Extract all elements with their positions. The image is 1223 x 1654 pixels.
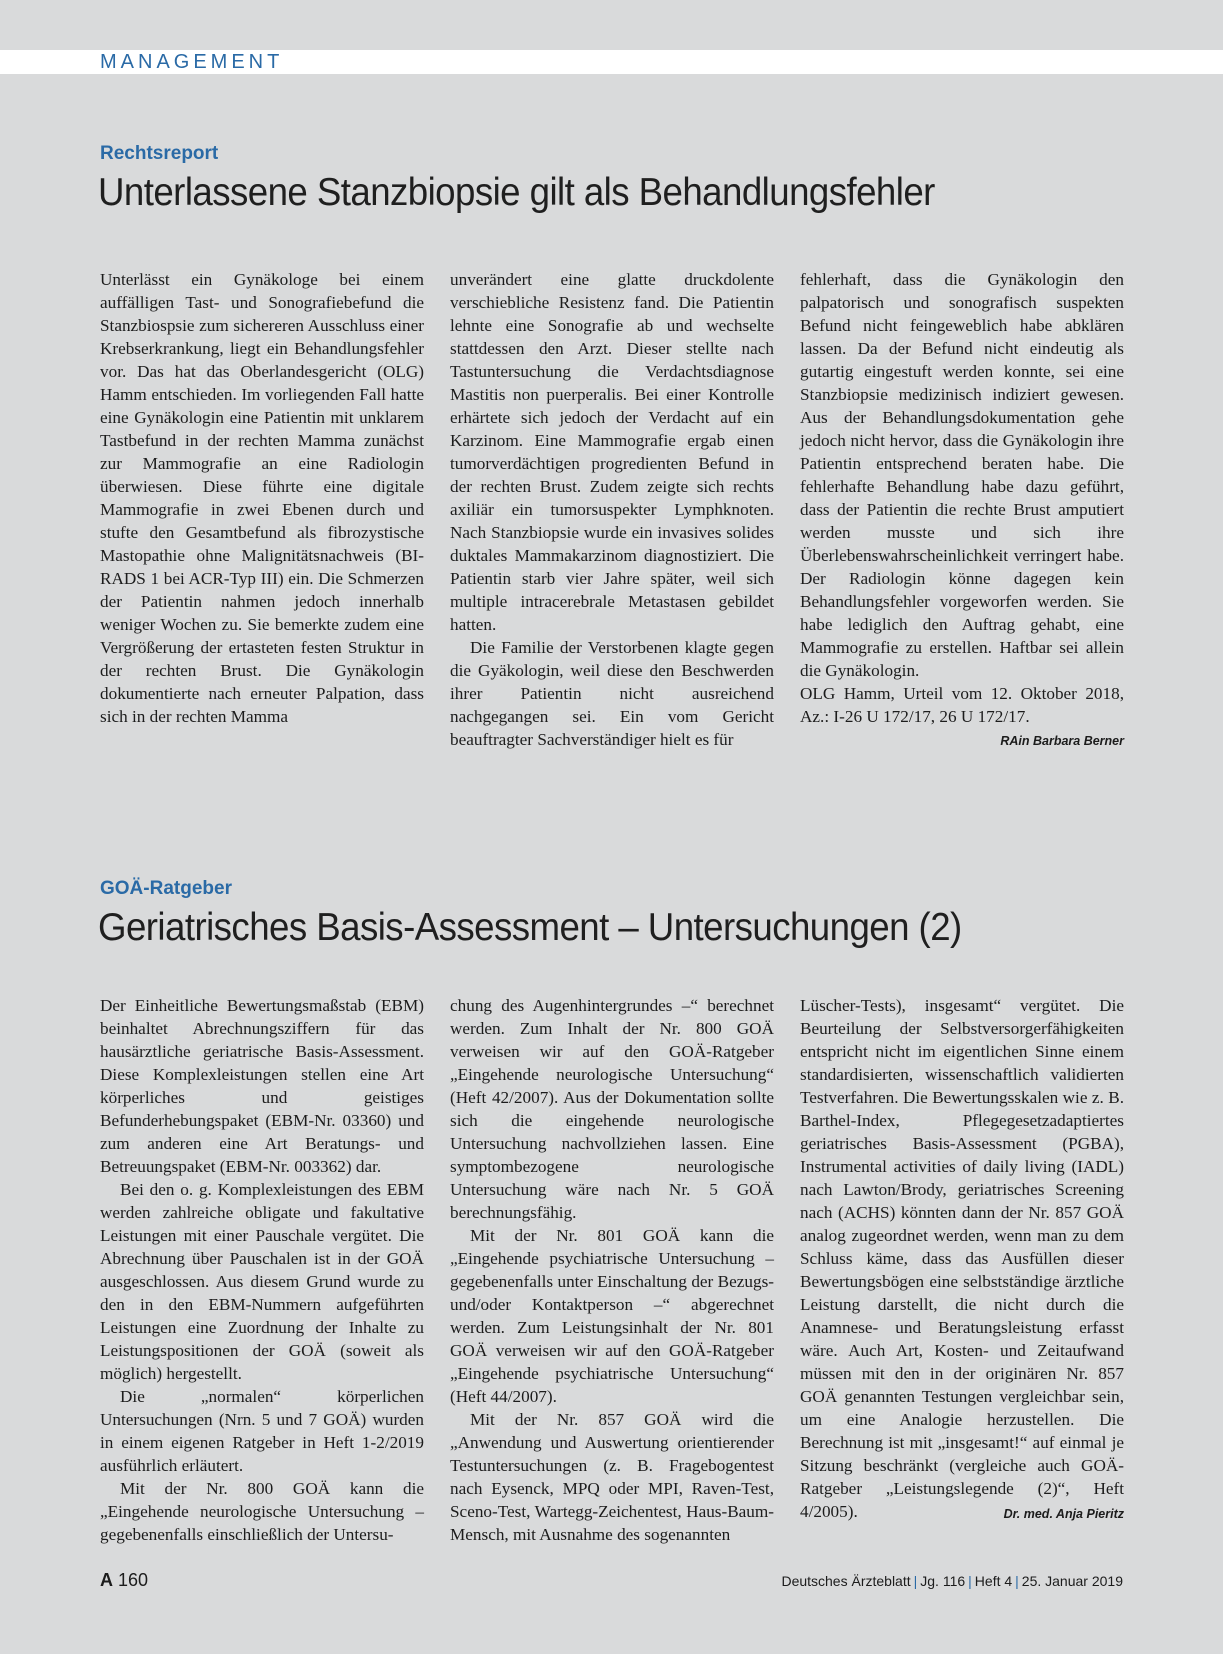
journal-volume: Jg. 116 — [920, 1573, 966, 1589]
paragraph: Der Einheitliche Bewertungsmaßstab (EBM) beinhaltet Abrechnungsziffern für das hausärztliche geriatrische Basis-Assessment. Diese Komplexleistungen stellen eine Art körperliches und geistiges Befunderhebungspaket (EBM-Nr. 03360) und zum anderen eine Art Beratungs- und Betreuungspaket (EBM-Nr. 003362) dar. — [100, 996, 424, 1176]
paragraph: Mit der Nr. 857 GOÄ wird die „Anwendung und Auswertung orientierender Testuntersuchungen (z. B. Fragebogentest nach Eysenck, MPQ oder MPI, Raven-Test, Sceno-Test, Wartegg-Zeichentest, Haus-Baum-Mensch, mit Ausnahme des sogenannten — [450, 1410, 774, 1544]
paragraph: chung des Augenhintergrundes –“ berechnet werden. Zum Inhalt der Nr. 800 GOÄ verweisen wir auf den GOÄ-Ratgeber „Eingehende neurologische Untersuchung“ (Heft 42/2007). Aus der Dokumentation sollte sich die eingehende neurologische Untersuchung nachvollziehen lassen. Eine symptombezogene neurologische Untersuchung wäre nach Nr. 5 GOÄ berechnungsfähig. — [450, 996, 774, 1222]
article2-title: Geriatrisches Basis-Assessment – Untersuchungen (2) — [98, 906, 962, 949]
paragraph: Mit der Nr. 800 GOÄ kann die „Eingehende neurologische Untersuchung – gegebenenfalls einschließlich der Untersu- — [100, 1479, 424, 1544]
article1-author: RAin Barbara Berner — [1000, 734, 1124, 748]
separator: | — [913, 1573, 918, 1589]
paragraph: Die „normalen“ körperlichen Untersuchungen (Nrn. 5 und 7 GOÄ) wurden in einem eigenen Ratgeber in Heft 1-2/2019 ausführlich erläutert. — [100, 1387, 424, 1475]
article2-column-1 — [100, 994, 424, 1546]
article2-author: Dr. med. Anja Pieritz — [1003, 1507, 1124, 1521]
article2-kicker: GOÄ-Ratgeber — [100, 878, 232, 899]
paragraph: Bei den o. g. Komplexleistungen des EBM werden zahlreiche obligate und fakultative Leistungen mit einer Pauschale vergütet. Die Abrechnung über Pauschalen ist in der GOÄ ausgeschlossen. Aus diesem Grund wurde zu den in den EBM-Nummern aufgeführten Leistungen eine Zuordnung der Inhalte zu Leistungspositionen der GOÄ (soweit als möglich) hergestellt. — [100, 1180, 424, 1383]
journal-info — [781, 1573, 1123, 1589]
paragraph: fehlerhaft, dass die Gynäkologin den palpatorisch und sonografisch suspekten Befund nicht feingeweblich habe abklären lassen. Da der Befund nicht eindeutig als gutartig eingestuft werden konnte, sei eine Stanzbiopsie medizinisch indiziert gewesen. Aus der Behandlungsdokumentation gehe jedoch nicht hervor, dass die Gynäkologin ihre Patientin entsprechend beraten habe. Die fehlerhafte Behandlung habe dazu geführt, dass der Patientin die rechte Brust amputiert werden musste und sich ihre Überlebenswahrscheinlichkeit verringert habe. Der Radiologin könne dagegen kein Behandlungsfehler vorgeworfen werden. Sie habe lediglich den Auftrag gehabt, eine Mammografie zu erstellen. Haftbar sei allein die Gynäkologin. — [800, 270, 1124, 680]
paragraph — [800, 994, 1124, 1523]
journal-issue: Heft 4 — [974, 1573, 1013, 1589]
section-label: MANAGEMENT — [100, 51, 284, 73]
article1-title: Unterlassene Stanzbiopsie gilt als Behandlungsfehler — [98, 171, 935, 214]
paragraph: Die Familie der Verstorbenen klagte gegen die Gyäkologin, weil diese den Beschwerden ihrer Patientin nicht ausreichend nachgegangen sei. Ein vom Gericht beauftragter Sachverständiger hielt es für — [450, 638, 774, 749]
paragraph: Mit der Nr. 801 GOÄ kann die „Eingehende psychiatrische Untersuchung – gegebenenfalls unter Einschaltung der Bezugs- und/oder Kontaktperson –“ abgerechnet werden. Zum Leistungsinhalt der Nr. 801 GOÄ verweisen wir auf den GOÄ-Ratgeber „Eingehende psychiatrische Untersuchung“ (Heft 44/2007). — [450, 1226, 774, 1406]
separator: | — [1015, 1573, 1019, 1589]
article1-kicker: Rechtsreport — [100, 143, 219, 164]
paragraph-text: Lüscher-Tests), insgesamt“ vergütet. Die Beurteilung der Selbstversorgerfähigkeiten entspricht nicht im eigentlichen Sinne einem standardisierten, wissenschaftlich validierten Testverfahren. Die Bewertungsskalen wie z. B. Barthel-Index, Pflegegesetzadaptiertes geriatrisches Basis-Assessment (PGBA), Instrumental activities of daily living (IADL) nach Lawton/Brody, geriatrisches Screening nach (ACHS) könnten dann der Nr. 857 GOÄ analog zugeordnet werden, wenn man zu dem Schluss käme, dass das Ausfüllen dieser Bewertungsbögen eine selbstständige ärztliche Leistung darstellt, die nicht durch die Anamnese- und Beratungsleistung erfasst wäre. Auch Art, Kosten- und Zeitaufwand müssen mit den in der originären Nr. 857 GOÄ genannten Testungen vergleichbar sein, um eine Analogie herzustellen. Die Berechnung ist mit „insgesamt!“ auf einmal je Sitzung beschränkt (vergleiche auch GOÄ-Ratgeber „Leistungslegende (2)“, Heft 4/2005). — [800, 996, 1124, 1521]
journal-name: Deutsches Ärzteblatt — [781, 1573, 911, 1589]
journal-date: 25. Januar 2019 — [1021, 1573, 1123, 1589]
article1-column-3 — [800, 268, 1124, 753]
article1-column-1 — [100, 268, 424, 753]
separator: | — [968, 1573, 972, 1589]
paragraph: OLG Hamm, Urteil vom 12. Oktober 2018, Az.: I-26 U 172/17, 26 U 172/17. — [800, 684, 1124, 726]
paragraph: unverändert eine glatte druckdolente verschiebliche Resistenz fand. Die Patientin lehnte eine Sonografie ab und wechselte stattdessen den Arzt. Dieser stellte nach Tastuntersuchung die Verdachtsdiagnose Mastitis non puerperalis. Bei einer Kontrolle erhärtete sich jedoch der Verdacht auf ein Karzinom. Eine Mammografie ergab einen tumorverdächtigen progredienten Befund in der rechten Brust. Zudem zeigte sich rechts axiliär ein tumorsuspekter Lymphknoten. Nach Stanzbiopsie wurde ein invasives solides duktales Mammakarzinom diagnostiziert. Die Patientin starb vier Jahre später, weil sich multiple intracerebrale Metastasen gebildet hatten. — [450, 270, 774, 634]
article2-column-2 — [450, 994, 774, 1546]
page-prefix: A — [100, 1570, 113, 1590]
page-number — [100, 1570, 148, 1591]
paragraph: Unterlässt ein Gynäkologe bei einem auffälligen Tast- und Sonografiebefund die Stanzbiospsie zum sichereren Ausschluss einer Krebserkrankung, liegt ein Behandlungsfehler vor. Das hat das Oberlandesgericht (OLG) Hamm entschieden. Im vorliegenden Fall hatte eine Gynäkologin eine Patientin mit unklarem Tastbefund in der rechten Mamma zunächst zur Mammografie an eine Radiologin überwiesen. Diese führte eine digitale Mammografie in zwei Ebenen durch und stufte den Gesamtbefund als fibrozystische Mastopathie ohne Malignitätsnachweis (BI-RADS 1 bei ACR-Typ III) ein. Die Schmerzen der Patientin nahmen jedoch innerhalb weniger Wochen zu. Sie bemerkte zudem eine Vergrößerung der ertasteten festen Struktur in der rechten Brust. Die Gynäkologin dokumentierte nach erneuter Palpation, dass sich in der rechten Mamma — [100, 270, 424, 726]
article2-column-3 — [800, 994, 1124, 1546]
page-number-value: 160 — [118, 1570, 149, 1590]
article2-body — [100, 994, 1124, 1546]
article1-body — [100, 268, 1124, 753]
article1-column-2 — [450, 268, 774, 753]
